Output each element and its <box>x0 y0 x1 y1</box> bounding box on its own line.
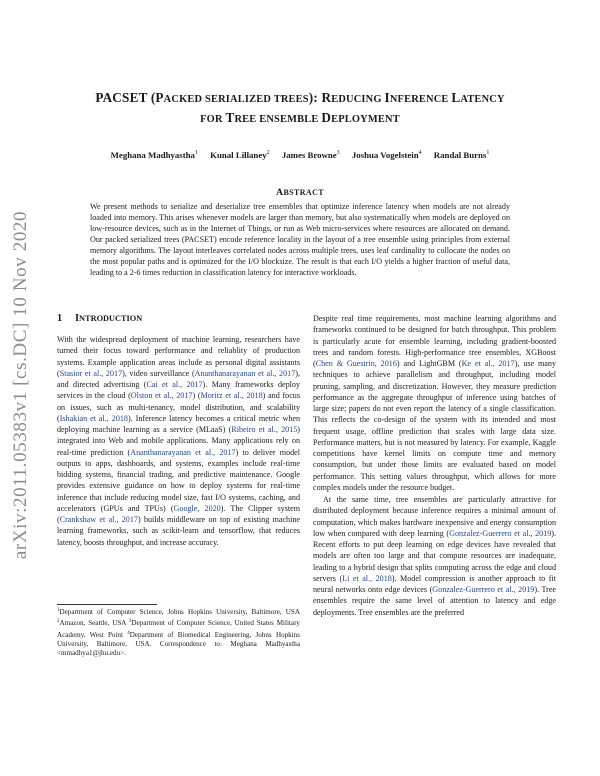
citation-link[interactable]: Google, 2020 <box>173 503 221 513</box>
paragraph: At the same time, tree ensembles are particularly attractive for distributed deployment because inference requires a minimal amount of computation, which makes hardware inexpensive and energy consumption low when compared with deep learning (Gonzalez-Guerrero et al., 2019). Recent efforts to put deep learning on edge devices have revealed that models are often too large and that compute resources are inadequate, leading to a hybrid design that splits computing across the edge and cloud servers (Li et al., 2018). Model compression is another approach to fit neural networks onto edge devices (Gonzalez-Guerrero et al., 2019). Tree ensembles require the same level of attention to latency and edge deployments. Tree ensembles are the preferred <box>313 495 557 617</box>
citation-link[interactable]: Gonzalez-Guerrero et al., 2019 <box>449 528 552 538</box>
left-column-text <box>57 334 300 548</box>
citation-link[interactable]: Ananthanarayanan et al., 2017 <box>130 447 236 457</box>
abstract-body: We present methods to serialize and deserialize tree ensembles that optimize inference latency when models are not already loaded into memory. This arises whenever models are larger than memory, but also systematically when models are deployed on low-resource devices, such as in the Internet of Things, or run as Web micro-services where resources are allocated on demand. Our packed serialized trees (PACSET) encode reference locality in the layout of a tree ensemble using principles from external memory algorithms. The layout interleaves correlated nodes across multiple trees, uses leaf cardinality to collocate the nodes on the most popular paths and is optimized for the I/O blocksize. The result is that each I/O yields a higher fraction of useful data, leading to a 2-6 times reduction in classification latency for interactive workloads. <box>90 202 510 277</box>
citation-link[interactable]: Stasior et al., 2017 <box>59 368 123 378</box>
citation-link[interactable]: Ribeiro et al., 2015 <box>231 425 298 434</box>
abstract-heading: ABSTRACT <box>275 187 325 198</box>
footnote-rule <box>57 604 157 605</box>
paragraph: With the widespread deployment of machine learning, researchers have turned their focus toward performance and reliablity of production systems. Example application areas include as personal digital assistants (Stasior et al., 2017), video surveillance (Ananthanarayanan et al., 2017), and directed advertising (Cai et al., 2017). Many frameworks deploy services in the cloud (Olston et al., 2017) (Moritz et al., 2018) and focus on issues, such as multi-tenancy, model distribution, and scalability (Ishakian et al., 2018). Inference latency becomes a critical metric when deploying machine learning as a service (MLaaS) (Ribeiro et al., 2015) integrated into Web and mobile applications. Many applications rely on real-time prediction (Ananthanarayanan et al., 2017) to deliver model outputs to apps, dashboards, and systems, examples include real-time bidding systems, financial trading, and predictive maintenance. Google provides extensive guidance on how to deploy systems for real-time inference that include reducing model size, fast I/O systems, caching, and accelerators (GPUs and TPUs) (Google, 2020). The Clipper system (Crankshaw et al., 2017) builds middleware on top of existing machine learning frameworks, such as scikit-learn and tensorflow, that reduces latency, boosts throughput, and increase accuracy. <box>57 335 301 547</box>
author: Meghana Madhyastha$^1$ <box>110 150 198 160</box>
citation-link[interactable]: Ke et al., 2017 <box>461 359 515 368</box>
citation-link[interactable]: Olston et al., 2017 <box>130 391 193 401</box>
paper-title: PACSET (PACKED SERIALIZED TREES): REDUCING INFERENCE LATENCY FOR TREE ENSEMBLE DEPLOYMENT <box>95 90 505 125</box>
author: Randal Burns$^1$ <box>433 150 490 160</box>
citation-link[interactable]: Cai et al., 2017 <box>146 380 203 389</box>
arxiv-identifier-text: arXiv:2011.05383v1 [cs.DC] 10 Nov 2020 <box>10 210 31 560</box>
author: Kunal Lillaney$^2$ <box>210 150 270 160</box>
citation-link[interactable]: Gonzalez-Guerrero et al., 2019 <box>432 585 535 594</box>
paragraph: Despite real time requirements, most machine learning algorithms and frameworks continued to be designed for batch throughput. This problem is particularly acute for ensemble learning, including gradient-boosted trees and random forests. High-performance tree ensembles, XGBoost (Chen & Guestrin, 2016) and LightGBM (Ke et al., 2017), use many techniques to achieve parallelism and throughput, including model pruning, sampling, and discretization. However, they measure prediction performance as the aggregate throughput of inference using batches of large size; papers do not even report the latency of a single classification. This reflects the co-design of the system with its intended and most frequent usage, offline prediction that scales with large data size. Performance matters, but is not measured by latency. For example, Kaggle competitions have kernel limits on compute time and memory consumption, but under those limits are evaluated based on model performance. This setting values throughput, which allows for more complex models under the resource budget. <box>313 314 556 492</box>
citation-link[interactable]: Li et al., 2018 <box>342 573 392 583</box>
affiliation-footnotes: $^1$Department of Computer Science, Johns Hopkins University, Baltimore, USA $^2$Amazon, Seattle, USA $^3$Department of Computer Science, United States Military Academy, West Point $^4$Department of Biomedical Engineering, Johns Hopkins University, Baltimore, USA. Correspondence to: Meghana Madhyastha <mmadhya1@jhu.edu>. <box>57 608 300 658</box>
arxiv-identifier-stamp <box>6 200 36 570</box>
author: James Browne$^3$ <box>281 150 340 160</box>
citation-link[interactable]: Moritz et al., 2018 <box>200 391 263 401</box>
citation-link[interactable]: Crankshaw et al., 2017 <box>59 515 138 524</box>
right-column-text <box>313 313 556 618</box>
citation-link[interactable]: Ananthanarayanan et al., 2017 <box>194 368 296 378</box>
citation-link[interactable]: Chen & Guestrin, 2016 <box>315 359 397 368</box>
section-heading-introduction: 1 INTRODUCTION <box>57 313 143 324</box>
author: Joshua Vogelstein$^4$ <box>351 150 422 160</box>
citation-link[interactable]: Ishakian et al., 2018 <box>59 413 128 423</box>
author-list <box>70 150 530 160</box>
